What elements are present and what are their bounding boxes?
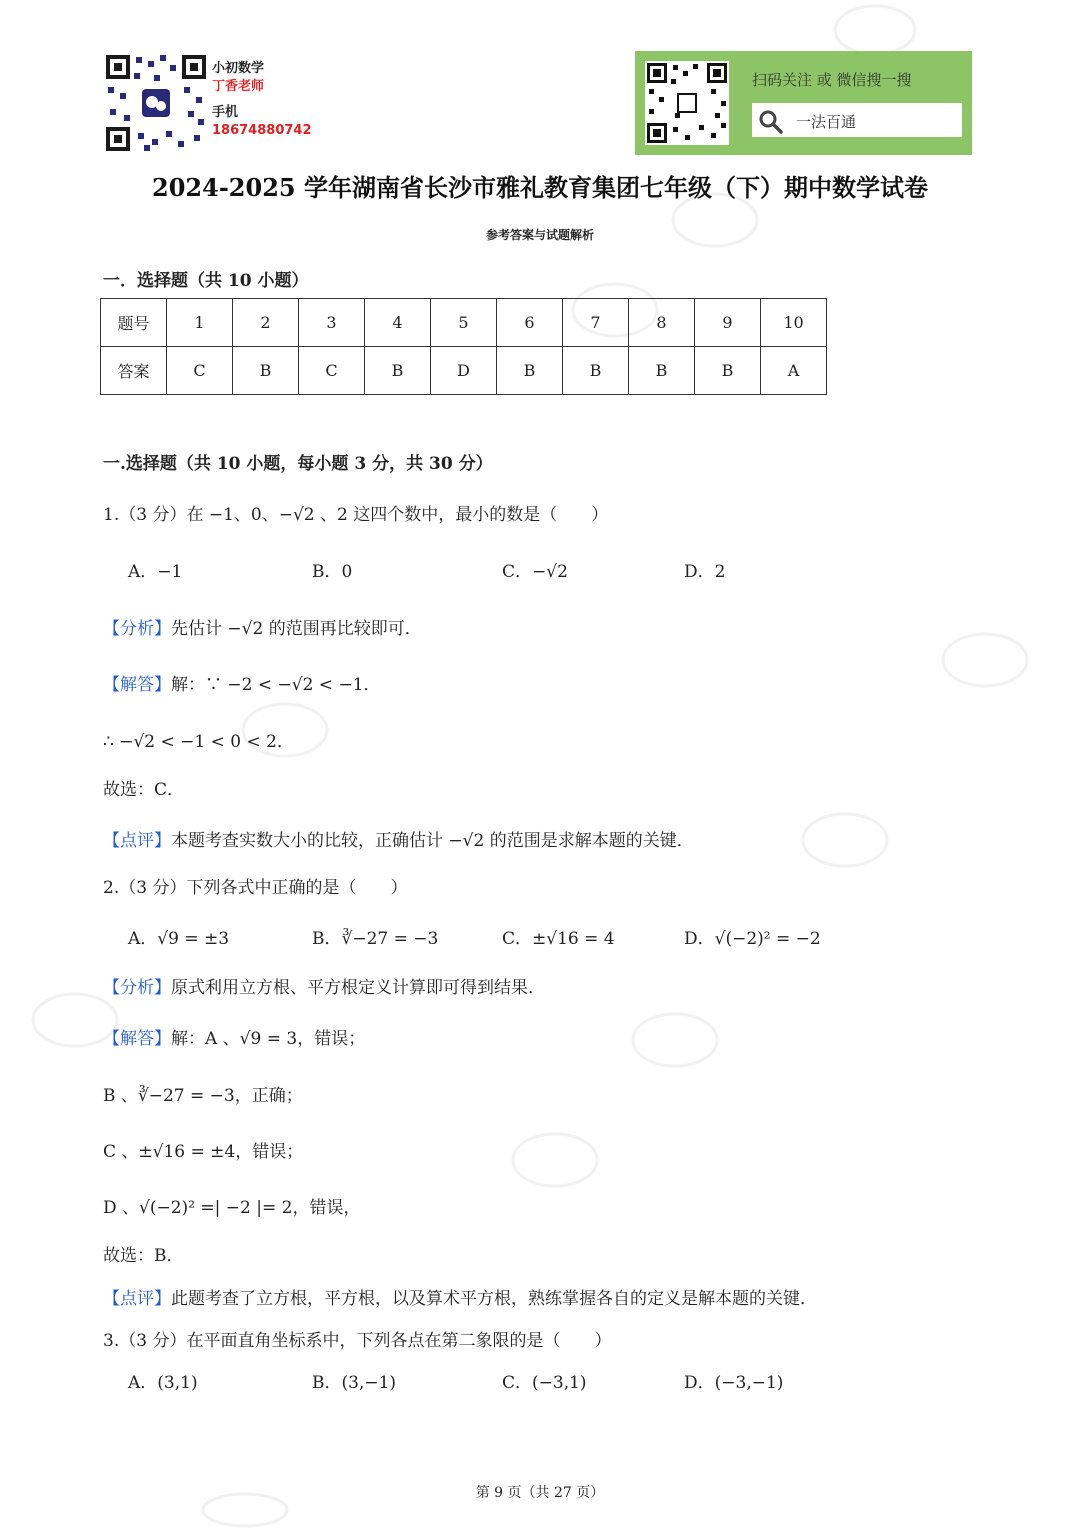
choice-line: 故选：C． bbox=[103, 780, 185, 800]
phone-number: 18674880742 bbox=[212, 123, 312, 138]
table-cell: 5 bbox=[431, 299, 497, 347]
table-cell: C bbox=[167, 347, 233, 395]
analysis-line bbox=[103, 614, 422, 639]
table-header-cell: 答案 bbox=[101, 347, 167, 395]
contact-info bbox=[212, 60, 312, 140]
option-b: B．(3,−1) bbox=[312, 1373, 397, 1393]
table-cell: B bbox=[365, 347, 431, 395]
analysis-line bbox=[103, 973, 545, 998]
question-stem: 2.（3 分）下列各式中正确的是（ ） bbox=[103, 878, 408, 898]
table-header-cell: 题号 bbox=[101, 299, 167, 347]
solution-step: ∴ −√2 < −1 < 0 < 2． bbox=[103, 732, 294, 752]
watermark-logo bbox=[930, 620, 1040, 700]
section-heading: 一.选择题（共 10 小题，每小题 3 分，共 30 分） bbox=[103, 454, 493, 474]
phone-label: 手机 bbox=[212, 105, 239, 120]
analysis-text: 先估计 −√2 的范围再比较即可． bbox=[171, 619, 422, 639]
table-cell: 7 bbox=[563, 299, 629, 347]
table-cell: 10 bbox=[761, 299, 827, 347]
table-cell: B bbox=[563, 347, 629, 395]
banner-text: 扫码关注 或 微信搜一搜 bbox=[752, 71, 912, 89]
table-cell: B bbox=[629, 347, 695, 395]
solution-line bbox=[103, 670, 381, 695]
teacher-name: 丁香老师 bbox=[212, 79, 265, 94]
comment-text: 本题考查实数大小的比较，正确估计 −√2 的范围是求解本题的关键． bbox=[171, 831, 694, 851]
analysis-tag: 【分析】 bbox=[103, 978, 171, 998]
page-subtitle: 参考答案与试题解析 bbox=[485, 228, 594, 242]
watermark-logo bbox=[500, 1120, 610, 1200]
solution-tag: 【解答】 bbox=[103, 675, 171, 695]
wechat-search-banner bbox=[635, 51, 972, 155]
table-cell: D bbox=[431, 347, 497, 395]
analysis-tag: 【分析】 bbox=[103, 619, 171, 639]
solution-step: C 、±√16 = ±4，错误； bbox=[103, 1142, 304, 1162]
comment-line bbox=[103, 826, 694, 851]
option-c: C．−√2 bbox=[502, 562, 568, 582]
option-b: B．0 bbox=[312, 562, 353, 582]
option-d: D．2 bbox=[684, 562, 726, 582]
analysis-text: 原式利用立方根、平方根定义计算即可得到结果． bbox=[171, 978, 545, 998]
table-row bbox=[101, 347, 827, 395]
search-box[interactable] bbox=[752, 103, 962, 137]
option-b: B．∛−27 = −3 bbox=[312, 929, 439, 949]
watermark-logo bbox=[790, 800, 900, 880]
comment-line bbox=[103, 1284, 817, 1309]
table-cell: 6 bbox=[497, 299, 563, 347]
search-icon bbox=[758, 109, 784, 139]
solution-step: D 、√(−2)² =| −2 |= 2，错误， bbox=[103, 1198, 361, 1218]
banner-qr-code bbox=[645, 61, 729, 145]
choice-line: 故选：B． bbox=[103, 1246, 184, 1266]
page-number: 第 9 页（共 27 页） bbox=[475, 1485, 605, 1501]
solution-text: 解：A 、√9 = 3，错误； bbox=[171, 1029, 366, 1049]
table-cell: 1 bbox=[167, 299, 233, 347]
table-cell: 9 bbox=[695, 299, 761, 347]
option-a: A．(3,1) bbox=[128, 1373, 198, 1393]
comment-text: 此题考查了立方根，平方根，以及算术平方根，熟练掌握各自的定义是解本题的关键． bbox=[171, 1289, 817, 1309]
option-c: C．(−3,1) bbox=[502, 1373, 587, 1393]
answer-table bbox=[100, 298, 827, 395]
table-cell: B bbox=[695, 347, 761, 395]
solution-line bbox=[103, 1024, 365, 1049]
wechat-qr-code bbox=[104, 53, 208, 153]
option-a: A．−1 bbox=[128, 562, 183, 582]
comment-tag: 【点评】 bbox=[103, 1289, 171, 1309]
table-cell: 4 bbox=[365, 299, 431, 347]
watermark-logo bbox=[620, 1000, 730, 1080]
table-cell: 8 bbox=[629, 299, 695, 347]
option-d: D．√(−2)² = −2 bbox=[684, 929, 821, 949]
option-d: D．(−3,−1) bbox=[684, 1373, 784, 1393]
solution-text: 解：∵ −2 < −√2 < −1． bbox=[171, 675, 381, 695]
table-cell: B bbox=[497, 347, 563, 395]
question-stem: 1.（3 分）在 −1、0、−√2 、2 这四个数中，最小的数是（ ） bbox=[103, 505, 609, 525]
table-cell: B bbox=[233, 347, 299, 395]
solution-tag: 【解答】 bbox=[103, 1029, 171, 1049]
solution-step: B 、∛−27 = −3，正确； bbox=[103, 1086, 303, 1106]
section-heading: 一．选择题（共 10 小题） bbox=[103, 271, 309, 291]
table-cell: C bbox=[299, 347, 365, 395]
question-stem: 3.（3 分）在平面直角坐标系中，下列各点在第二象限的是（ ） bbox=[103, 1331, 612, 1351]
option-c: C．±√16 = 4 bbox=[502, 929, 615, 949]
table-cell: 2 bbox=[233, 299, 299, 347]
comment-tag: 【点评】 bbox=[103, 831, 171, 851]
contact-label: 小初数学 bbox=[212, 61, 265, 76]
table-cell: 3 bbox=[299, 299, 365, 347]
option-a: A．√9 = ±3 bbox=[128, 929, 230, 949]
table-row bbox=[101, 299, 827, 347]
search-keyword: 一法百通 bbox=[796, 113, 857, 131]
page-title: 2024-2025 学年湖南省长沙市雅礼教育集团七年级（下）期中数学试卷 bbox=[152, 173, 928, 202]
table-cell: A bbox=[761, 347, 827, 395]
